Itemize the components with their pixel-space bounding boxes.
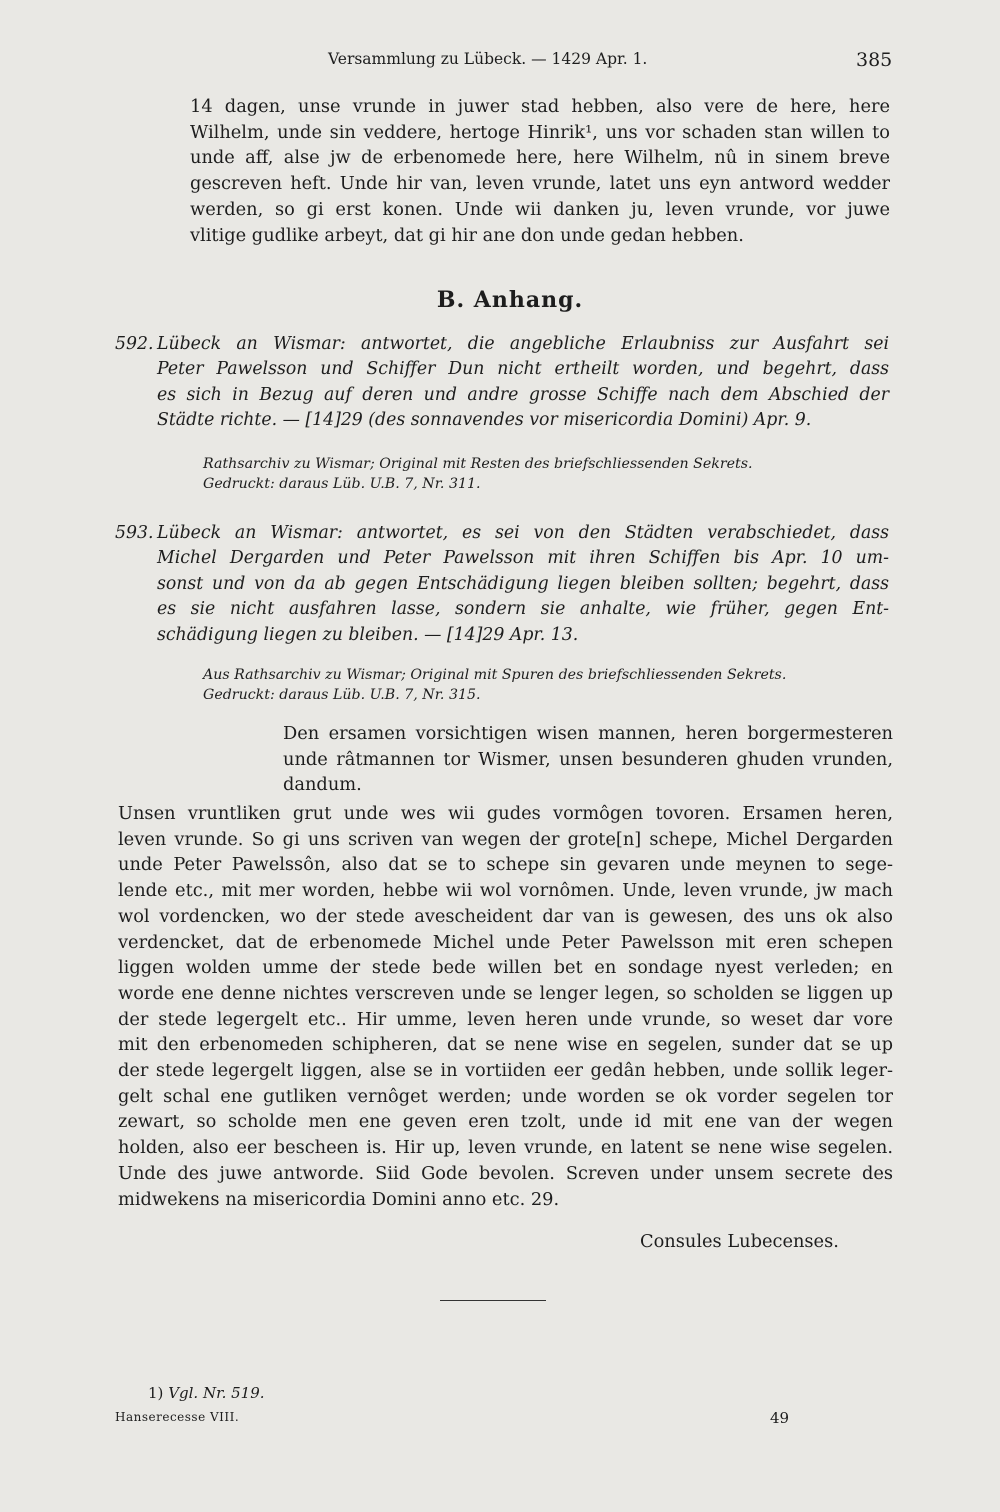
letter-body bbox=[118, 801, 893, 1212]
source-line: Gedruckt: daraus Lüb. U.B. 7, Nr. 315. bbox=[203, 687, 481, 703]
document-number-593: 593. bbox=[115, 523, 154, 543]
footnote-separator bbox=[440, 1300, 546, 1301]
source-line: Aus Rathsarchiv zu Wismar; Original mit Spuren des briefschliessenden Sekrets. bbox=[203, 667, 787, 683]
source-line: Gedruckt: daraus Lüb. U.B. 7, Nr. 311. bbox=[203, 476, 481, 492]
text-line: Unde des juwe antworde. Siid Gode bevolen. Screven under unsem secrete des bbox=[118, 1162, 893, 1184]
text-line: midwekens na misericordia Domini anno etc. 29. bbox=[118, 1188, 560, 1210]
footnote-marker: 1) bbox=[148, 1384, 164, 1402]
source-note-592 bbox=[203, 454, 753, 494]
section-heading: B. Anhang. bbox=[436, 287, 584, 313]
sheet-number: 49 bbox=[770, 1409, 790, 1427]
text-line: unde aff, alse jw de erbenomede here, here Wilhelm, nû in sinem breve bbox=[190, 147, 890, 169]
text-line: liggen wolden umme der stede bede willen bet en sondage nyest verleden; en bbox=[118, 957, 893, 979]
text-line: der stede legergelt etc.. Hir umme, leven heren unde vrunde, so weset dar vore bbox=[118, 1008, 893, 1030]
text-line: der stede legergelt liggen, alse se in vortiiden eer gedân hebben, unde sollik leger- bbox=[118, 1060, 893, 1082]
letter-signature: Consules Lubecenses. bbox=[640, 1231, 839, 1252]
text-line: holden, also eer bescheen is. Hir up, leven vrunde, en latent se nene wise segelen. bbox=[118, 1137, 893, 1159]
text-line: werden, so gi erst konen. Unde wii danken ju, leven vrunde, vor juwe bbox=[190, 198, 890, 220]
regest-line: Lübeck an Wismar: antwortet, die angebliche Erlaubniss zur Ausfahrt sei bbox=[157, 334, 889, 354]
text-line: leven vrunde. So gi uns scriven van wegen der grote[n] schepe, Michel Dergarden bbox=[118, 828, 893, 850]
source-line: Rathsarchiv zu Wismar; Original mit Resten des briefschliessenden Sekrets. bbox=[203, 456, 753, 472]
intro-paragraph bbox=[190, 94, 890, 248]
regest-line: Michel Dergarden und Peter Pawelsson mit ihren Schiffen bis Apr. 10 um- bbox=[157, 548, 889, 569]
text-line: zewart, so scholde men ene geven eren tzolt, unde id mit ene van der wegen bbox=[118, 1111, 893, 1133]
text-line: mit den erbenomeden schipheren, dat se nene wise en segelen, sunder dat se up bbox=[118, 1034, 893, 1056]
running-head bbox=[0, 50, 1000, 74]
footnote-text: Vgl. Nr. 519. bbox=[168, 1384, 265, 1402]
page-number: 385 bbox=[856, 49, 893, 71]
regest-line: sonst und von da ab gegen Entschädigung liegen bleiben sollten; begehrt, dass bbox=[157, 573, 889, 594]
regest-593 bbox=[115, 521, 889, 648]
regest-line: Städte richte. — [14]29 (des sonnavendes vor misericordia Domini) Apr. 9. bbox=[157, 410, 812, 431]
address-line: unde râtmannen tor Wismer, unsen besunderen ghuden vrunden, bbox=[283, 748, 893, 770]
footnote bbox=[148, 1384, 265, 1402]
text-line: Unsen vruntliken grut unde wes wii gudes vormôgen tovoren. Ersamen heren, bbox=[118, 803, 893, 824]
text-line: worde ene denne nichtes verscreven unde se lenger legen, so scholden se liggen up bbox=[118, 982, 893, 1004]
running-head-title: Versammlung zu Lübeck. — 1429 Apr. 1. bbox=[328, 50, 648, 68]
text-line: wol vordencken, wo der stede avescheident dar van is gewesen, des uns ok also bbox=[118, 905, 893, 927]
text-line: lende etc., mit mer worden, hebbe wii wol vornômen. Unde, leven vrunde, jw mach bbox=[118, 880, 893, 902]
regest-line: Peter Pawelsson und Schiffer Dun nicht ertheilt worden, und begehrt, dass bbox=[157, 359, 889, 380]
text-line: gescreven heft. Unde hir van, leven vrunde, latet uns eyn antword wedder bbox=[190, 173, 890, 195]
regest-592 bbox=[115, 332, 889, 434]
regest-line: Lübeck an Wismar: antwortet, es sei von den Städten verabschiedet, dass bbox=[157, 523, 889, 543]
document-number-592: 592. bbox=[115, 334, 154, 354]
regest-line: es sie nicht ausfahren lasse, sondern sie anhalte, wie früher, gegen Ent- bbox=[157, 599, 889, 620]
text-line: Wilhelm, unde sin veddere, hertoge Hinrik¹, uns vor schaden stan willen to bbox=[190, 121, 890, 143]
letter-address bbox=[283, 721, 893, 798]
address-line: Den ersamen vorsichtigen wisen mannen, heren borgermesteren bbox=[283, 723, 893, 744]
text-line: vlitige gudlike arbeyt, dat gi hir ane don unde gedan hebben. bbox=[190, 224, 744, 246]
regest-line: schädigung liegen zu bleiben. — [14]29 Apr. 13. bbox=[157, 624, 579, 645]
text-line: verdencket, dat de erbenomede Michel unde Peter Pawelsson mit eren schepen bbox=[118, 931, 893, 953]
text-line: unde Peter Pawelssôn, also dat se to schepe sin gevaren unde meynen to sege- bbox=[118, 854, 893, 876]
address-line: dandum. bbox=[283, 774, 362, 796]
text-line: 14 dagen, unse vrunde in juwer stad hebben, also vere de here, here bbox=[190, 96, 890, 117]
signature-mark: Hanserecesse VIII. bbox=[115, 1410, 240, 1424]
regest-line: es sich in Bezug auf deren und andre grosse Schiffe nach dem Abschied der bbox=[157, 384, 889, 405]
text-line: gelt schal ene gutliken vernôget werden; unde worden se ok vorder segelen tor bbox=[118, 1085, 893, 1107]
source-note-593 bbox=[203, 665, 786, 705]
